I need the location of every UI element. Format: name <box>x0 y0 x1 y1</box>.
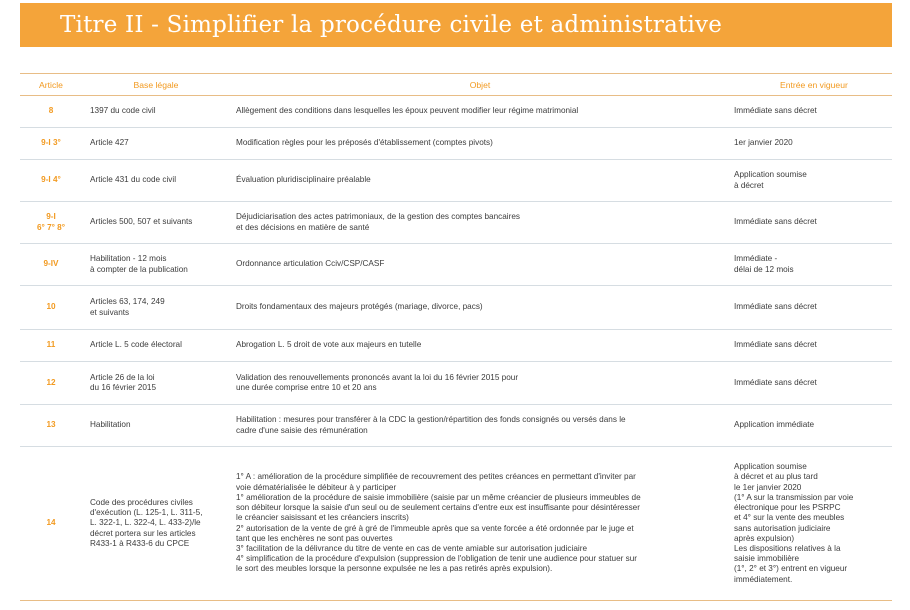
objet-cell: Ordonnance articulation Cciv/CSP/CASF <box>230 244 730 286</box>
entree-en-vigueur-cell: Application soumise à décret <box>730 160 892 202</box>
entree-en-vigueur-cell: Immédiate sans décret <box>730 286 892 330</box>
objet-cell: Habilitation : mesures pour transférer à la CDC la gestion/répartition des fonds consignés ou versés dans le cadre d'une saisie des rémunération <box>230 405 730 447</box>
objet-cell: Validation des renouvellements prononcés avant la loi du 16 février 2015 pour une durée comprise entre 10 et 20 ans <box>230 362 730 405</box>
entree-en-vigueur-cell: Immédiate sans décret <box>730 362 892 405</box>
article-cell: 12 <box>20 362 82 405</box>
entree-en-vigueur-cell: Application immédiate <box>730 405 892 447</box>
base-legale-cell: Article 431 du code civil <box>82 160 230 202</box>
base-legale-cell: Code des procédures civiles d'exécution (L. 125-1, L. 311-5, L. 322-1, L. 322-4, L. 433-2)/le décret portera sur les articles R433-1 à R433-6 du CPCE <box>82 447 230 601</box>
base-legale-cell: Articles 63, 174, 249 et suivants <box>82 286 230 330</box>
table-row <box>20 447 892 601</box>
article-cell: 9-I 6° 7° 8° <box>20 202 82 244</box>
base-legale-cell: 1397 du code civil <box>82 96 230 128</box>
entree-en-vigueur-cell: 1er janvier 2020 <box>730 128 892 160</box>
table-row <box>20 244 892 286</box>
table-row <box>20 160 892 202</box>
table-row <box>20 128 892 160</box>
article-cell: 8 <box>20 96 82 128</box>
objet-cell: 1° A : amélioration de la procédure simplifiée de recouvrement des petites créances en permettant d'inviter par voie dématérialisée le débiteur à y participer 1° amélioration de la procédure de saisie immobilière (saisie par un même créancier de plusieurs immeubles de son débiteur lorsque la saisie d'un seul ou de seulement certains d'entre eux est insuffisante pour désintéresser le créancier saisissant et les créanciers inscrits) 2° autorisation de la vente de gré à gré de l'immeuble après que sa vente forcée a été ordonnée par le juge et tant que les enchères ne sont pas ouvertes 3° facilitation de la délivrance du titre de vente en cas de vente amiable sur autorisation judiciaire 4° simplification de la procédure d'expulsion (suppression de l'obligation de tenir une audience pour statuer sur le sort des meubles lorsque la personne expulsée ne les a pas retirés après expulsion). <box>230 447 730 601</box>
measures-table <box>20 73 892 601</box>
table-row <box>20 405 892 447</box>
objet-cell: Droits fondamentaux des majeurs protégés (mariage, divorce, pacs) <box>230 286 730 330</box>
objet-cell: Abrogation L. 5 droit de vote aux majeurs en tutelle <box>230 330 730 362</box>
article-cell: 9-IV <box>20 244 82 286</box>
title-banner <box>20 3 892 47</box>
objet-cell: Allègement des conditions dans lesquelles les époux peuvent modifier leur régime matrimonial <box>230 96 730 128</box>
header-base-legale: Base légale <box>82 74 230 96</box>
table-row <box>20 96 892 128</box>
table-row <box>20 362 892 405</box>
entree-en-vigueur-cell: Immédiate sans décret <box>730 96 892 128</box>
base-legale-cell: Article 26 de la loi du 16 février 2015 <box>82 362 230 405</box>
article-cell: 9-I 3° <box>20 128 82 160</box>
page-title: Titre II - Simplifier la procédure civile et administrative <box>60 12 723 38</box>
table-row <box>20 286 892 330</box>
article-cell: 14 <box>20 447 82 601</box>
article-cell: 13 <box>20 405 82 447</box>
table-row <box>20 202 892 244</box>
base-legale-cell: Habilitation - 12 mois à compter de la publication <box>82 244 230 286</box>
article-cell: 10 <box>20 286 82 330</box>
base-legale-cell: Habilitation <box>82 405 230 447</box>
entree-en-vigueur-cell: Immédiate sans décret <box>730 202 892 244</box>
entree-en-vigueur-cell: Immédiate - délai de 12 mois <box>730 244 892 286</box>
header-entree-en-vigueur: Entrée en vigueur <box>730 74 892 96</box>
article-cell: 9-I 4° <box>20 160 82 202</box>
header-article: Article <box>20 74 82 96</box>
base-legale-cell: Article L. 5 code électoral <box>82 330 230 362</box>
article-cell: 11 <box>20 330 82 362</box>
table-row <box>20 330 892 362</box>
objet-cell: Déjudiciarisation des actes patrimoniaux, de la gestion des comptes bancaires et des décisions en matière de santé <box>230 202 730 244</box>
entree-en-vigueur-cell: Immédiate sans décret <box>730 330 892 362</box>
objet-cell: Évaluation pluridisciplinaire préalable <box>230 160 730 202</box>
base-legale-cell: Article 427 <box>82 128 230 160</box>
table-header-row <box>20 74 892 96</box>
base-legale-cell: Articles 500, 507 et suivants <box>82 202 230 244</box>
header-objet: Objet <box>230 74 730 96</box>
entree-en-vigueur-cell: Application soumise à décret et au plus tard le 1er janvier 2020 (1° A sur la transmission par voie électronique pour les PSRPC et 4° sur la vente des meubles sans autorisation judiciaire après expulsion) Les dispositions relatives à la saisie immobilière (1°, 2° et 3°) entrent en vigueur immédiatement. <box>730 447 892 601</box>
objet-cell: Modification règles pour les préposés d'établissement (comptes pivots) <box>230 128 730 160</box>
